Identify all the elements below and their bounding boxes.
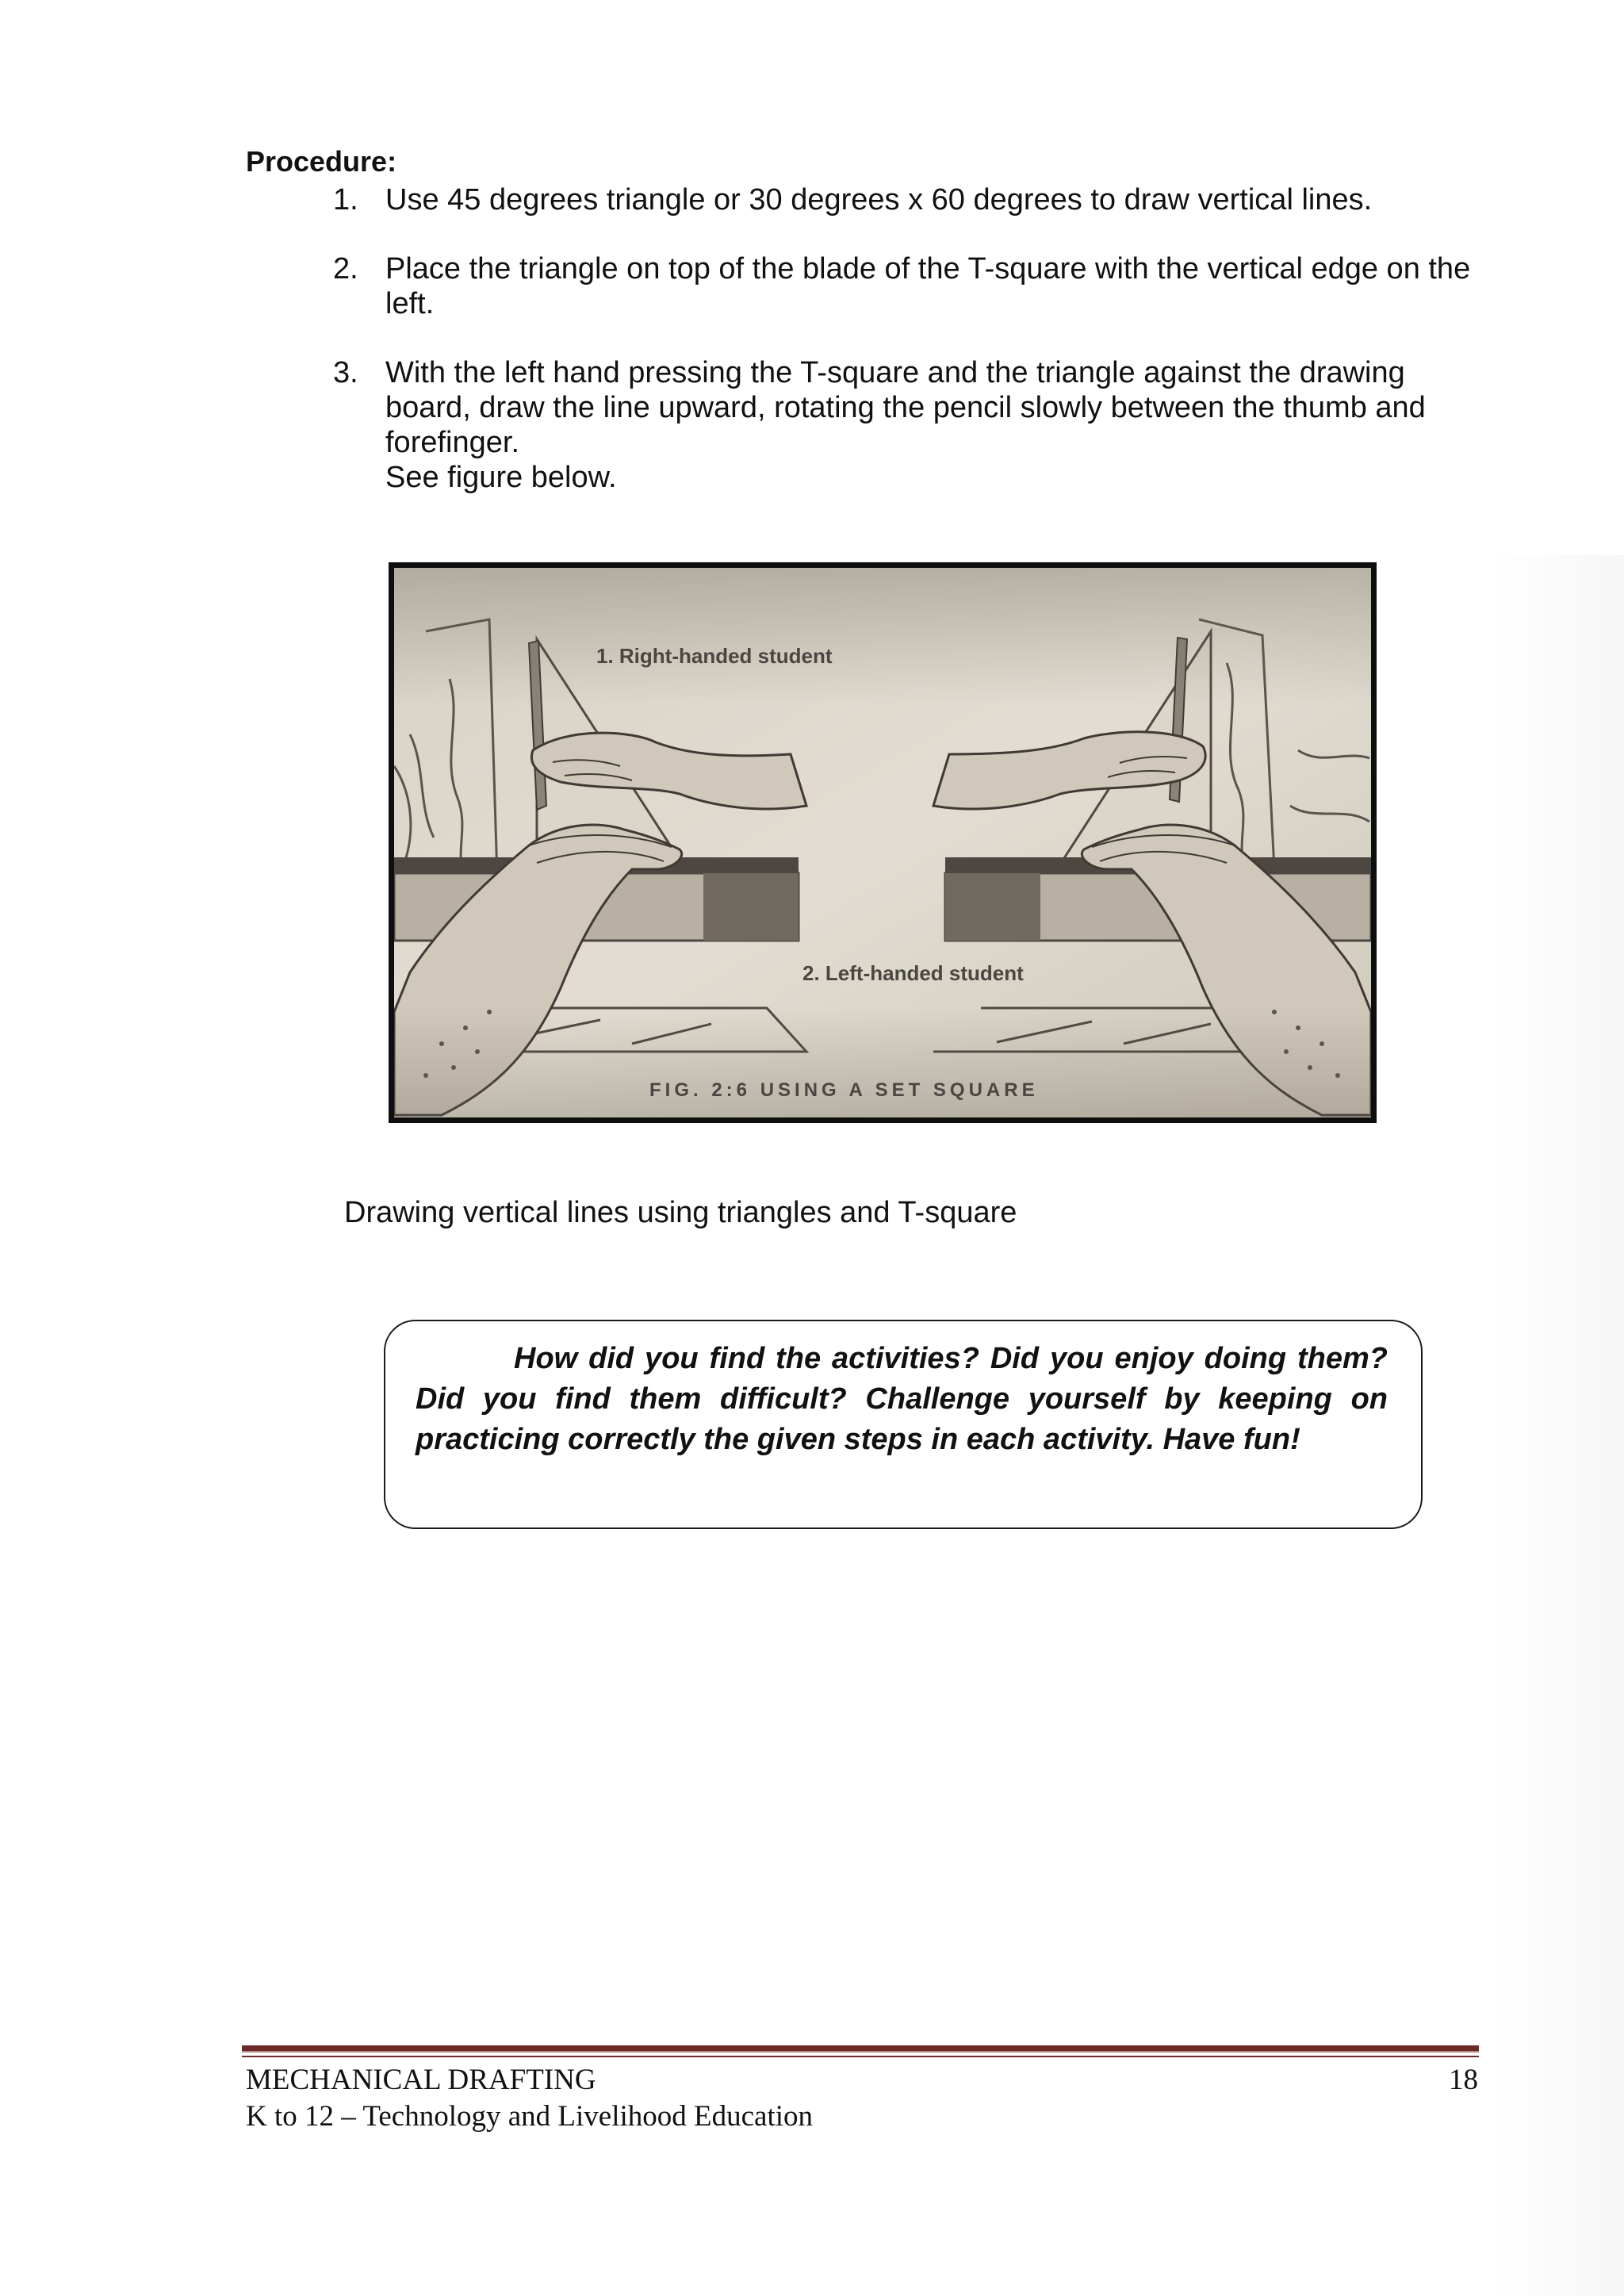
footer-rule-thin (242, 2056, 1479, 2057)
callout-text: How did you find the activities? Did you enjoy doing them? Did you find them difficult? Challenge yourself by keeping on practicing correctly the given steps in each activity. Have fun! (416, 1342, 1388, 1456)
see-figure-note: See figure below. (385, 461, 617, 494)
figure-caption: Drawing vertical lines using triangles and T-square (344, 1196, 1017, 1229)
step-number: 2. (333, 252, 358, 286)
page-edge-shadow (1491, 555, 1624, 2296)
step-number: 1. (333, 183, 358, 217)
page-number: 18 (1449, 2064, 1478, 2096)
step-text: Place the triangle on top of the blade of the T-square with the vertical edge on the left. (385, 252, 1471, 320)
procedure-step (333, 251, 1491, 321)
label-left-handed: 2. Left-handed student (802, 961, 1024, 985)
reflection-callout-box (384, 1320, 1423, 1529)
step-text: Use 45 degrees triangle or 30 degrees x 60 degrees to draw vertical lines. (385, 183, 1373, 217)
footer-rule (242, 2045, 1479, 2053)
footer-subtitle: K to 12 – Technology and Livelihood Education (246, 2100, 814, 2133)
step-text: With the left hand pressing the T-square and the triangle against the drawing board, draw the line upward, rotating the pencil slowly between the thumb and forefinger. (385, 356, 1426, 459)
figure-title: FIG. 2:6 USING A SET SQUARE (649, 1079, 1039, 1101)
figure-set-square (389, 562, 1377, 1123)
label-right-handed: 1. Right-handed student (596, 644, 833, 668)
procedure-step (333, 355, 1491, 495)
footer-title: MECHANICAL DRAFTING (246, 2064, 596, 2096)
procedure-heading: Procedure: (246, 145, 397, 178)
figure-illustration (394, 568, 1371, 1117)
procedure-step (333, 182, 1491, 217)
footer-titles (246, 2062, 813, 2135)
procedure-steps (333, 182, 1491, 495)
step-number: 3. (333, 356, 358, 389)
